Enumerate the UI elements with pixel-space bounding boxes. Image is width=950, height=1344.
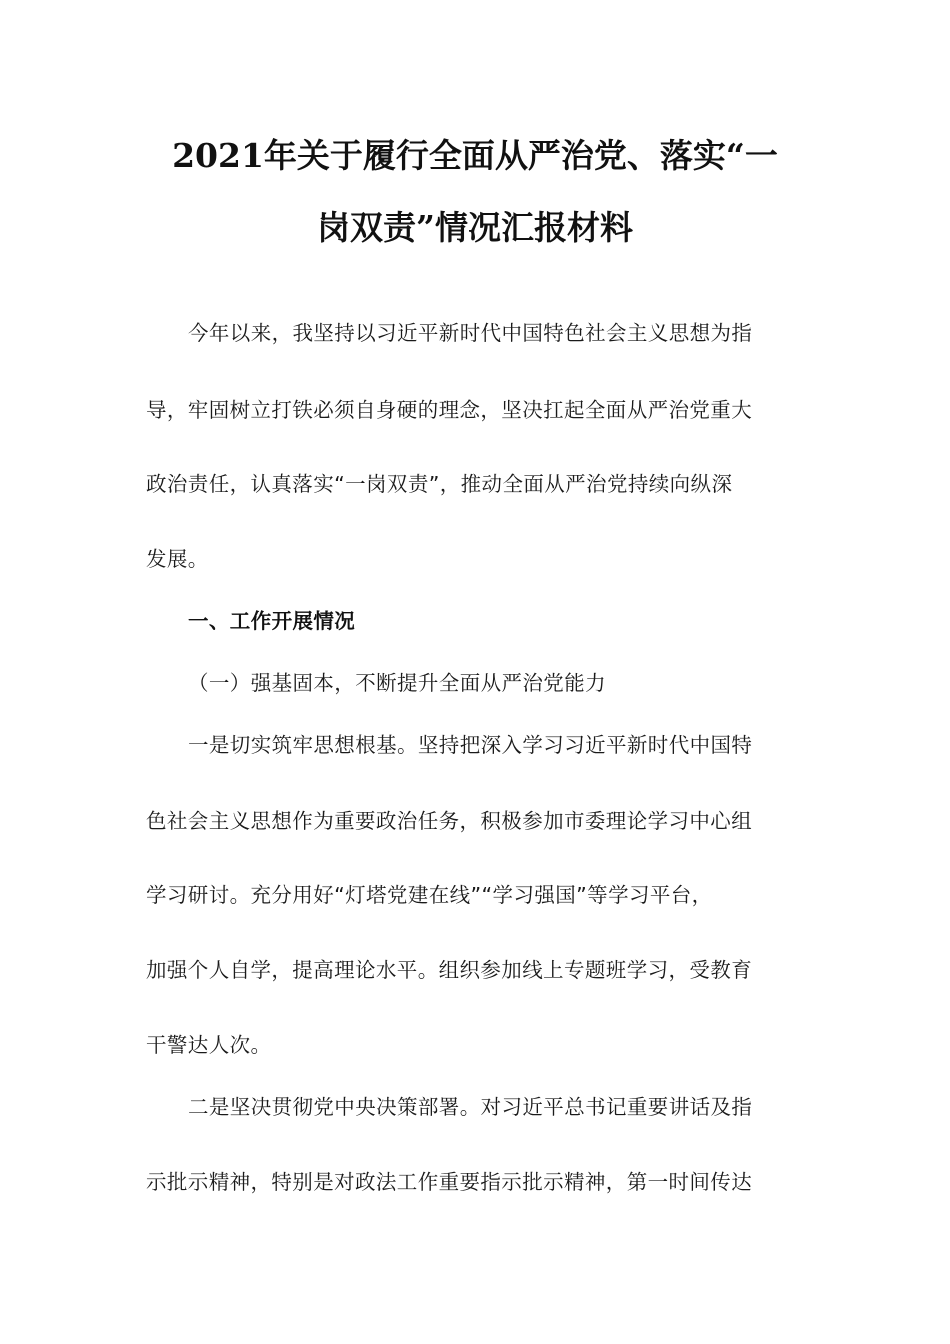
- item-1-line-3: 学习研讨。充分用好“灯塔党建在线”“学习强国”等学习平台，: [146, 883, 713, 907]
- subsection-heading: （一）强基固本，不断提升全面从严治党能力: [188, 671, 606, 695]
- item-1-line-2: 色社会主义思想作为重要政治任务，积极参加市委理论学习中心组: [146, 809, 753, 833]
- document-title-line-2: 岗双责”情况汇报材料: [317, 208, 633, 247]
- intro-line-1: 今年以来，我坚持以习近平新时代中国特色社会主义思想为指: [188, 321, 753, 345]
- item-1-line-5: 干警达人次。: [146, 1033, 272, 1057]
- document-title-line-1: 2021年关于履行全面从严治党、落实“一: [172, 136, 778, 175]
- item-2-line-2: 示批示精神，特别是对政法工作重要指示批示精神，第一时间传达: [146, 1170, 753, 1194]
- intro-line-4: 发展。: [146, 547, 209, 571]
- intro-line-3: 政治责任，认真落实“一岗双责”，推动全面从严治党持续向纵深: [146, 472, 733, 496]
- intro-line-2: 导，牢固树立打铁必须自身硬的理念，坚决扛起全面从严治党重大: [146, 398, 753, 422]
- item-1-line-1: 一是切实筑牢思想根基。坚持把深入学习习近平新时代中国特: [188, 733, 753, 757]
- section-heading: 一、工作开展情况: [188, 609, 356, 633]
- item-2-line-1: 二是坚决贯彻党中央决策部署。对习近平总书记重要讲话及指: [188, 1095, 753, 1119]
- item-1-line-4: 加强个人自学，提高理论水平。组织参加线上专题班学习，受教育: [146, 958, 753, 982]
